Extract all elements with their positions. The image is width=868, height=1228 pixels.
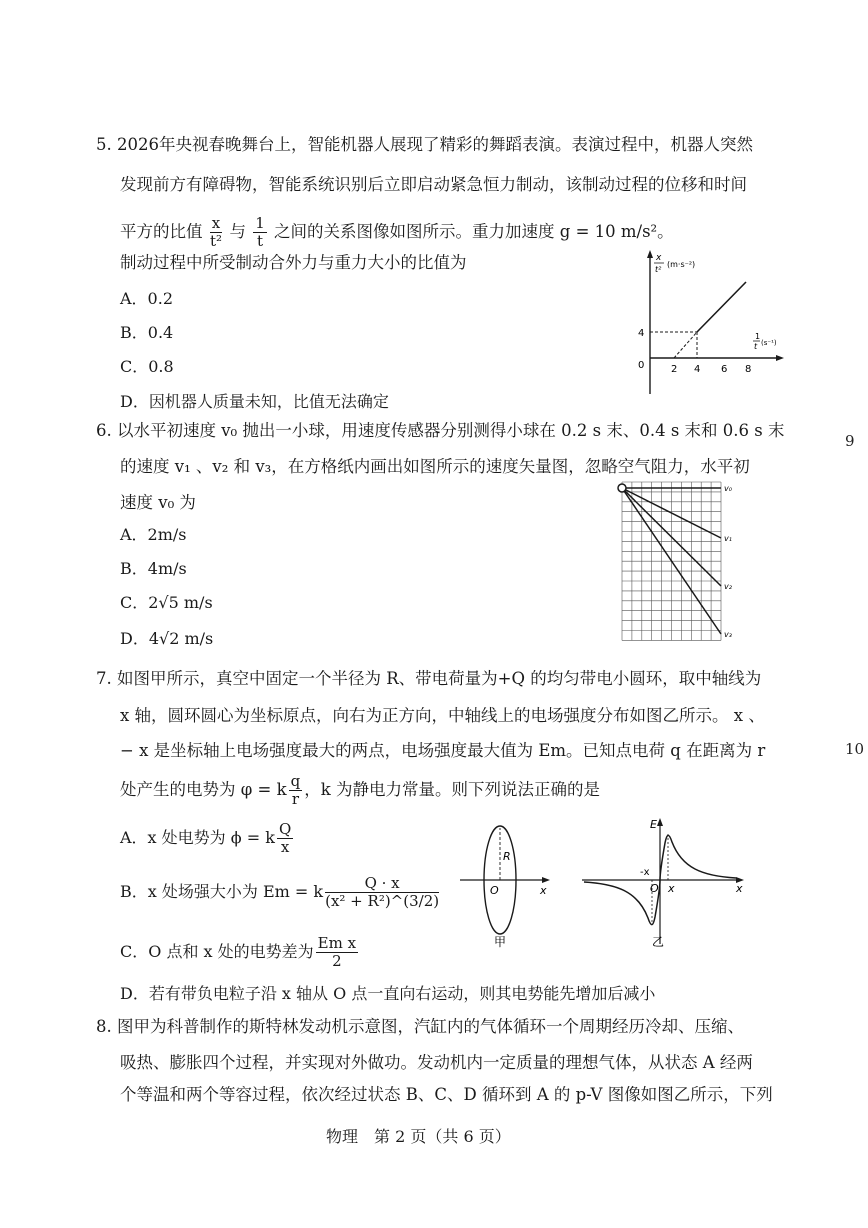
q7-option-b: B．x 处场强大小为 Em = k $\frac{Q \cdot x}{\text{(x² + R²)\textasciicircum{}(3/2)}}$ (120, 874, 440, 910)
q5-line-3: 平方的比值 $\frac{x}{\text{t²}}$ 与 $\frac{1}{t}$ 之间的关系图像如图所示。重力加速度 g = 10 m/s²。 (120, 214, 674, 250)
edge-mark-9: 9 (845, 432, 855, 450)
q7-graph-axis-label-x: x (736, 882, 743, 895)
q7-option-b-fraction: $\frac{Q \cdot x}{\text{(x² + R²)\textasciicircum{}(3/2)}}$ (325, 874, 440, 910)
q7-ring-caption: 甲 (494, 935, 507, 949)
q5-graph-xlabel-unit: (s⁻¹) (761, 339, 777, 347)
q7-graph-label-x: x (668, 882, 675, 895)
q6-label-v2: v₂ (724, 582, 732, 591)
q7-graph-label-negx: -x (640, 867, 650, 878)
q5-option-b: B．0.4 (120, 323, 174, 342)
q8-line-3: 个等温和两个等容过程，依次经过状态 B、C、D 循环到 A 的 p-V 图像如图乙所示，下列 (120, 1085, 773, 1104)
q7-ring-label-x: x (540, 884, 547, 897)
edge-mark-10: 10 (845, 740, 865, 758)
q7-line-2: x 轴，圆环圆心为坐标原点，向右为正方向，中轴线上的电场强度分布如图乙所示。 x 、 (120, 706, 765, 725)
q5-graph-y-arrow (647, 250, 653, 258)
q5-graph-dashed-extrapolation (674, 332, 697, 358)
q5-graph-ylabel-den: t² (655, 265, 662, 274)
q6-option-b: B．4m/s (120, 559, 187, 578)
q5-graph-origin: 0 (638, 360, 645, 371)
q7-graph-label-E: E (650, 818, 657, 831)
q5-line-2: 发现前方有障碍物，智能系统识别后立即启动紧急恒力制动，该制动过程的位移和时间 (120, 175, 747, 194)
q7-option-a: A．x 处电势为 ϕ = k $\frac{Q}{x}$ (120, 820, 292, 856)
q7-ring-label-O: O (490, 884, 499, 897)
q7-option-d: D．若有带负电粒子沿 x 轴从 O 点一直向右运动，则其电势能先增加后减小 (120, 984, 656, 1003)
q6-velocity-grid (610, 478, 740, 648)
q5-option-d: D．因机器人质量未知，比值无法确定 (120, 392, 389, 411)
q5-graph (628, 246, 788, 396)
q7-option-c: C．O 点和 x 处的电势差为 $\frac{\text{Em x}}{2}$ (120, 934, 357, 970)
q5-graph-ytick-4: 4 (638, 328, 645, 339)
q8-line-2: 吸热、膨胀四个过程，并实现对外做功。发动机内一定质量的理想气体，从状态 A 经两 (120, 1053, 753, 1072)
q7-line-3: − x 是坐标轴上电场强度最大的两点，电场强度最大值为 Em。已知点电荷 q 在距离为 r (120, 741, 766, 760)
q6-line-1: 6. 以水平初速度 v₀ 抛出一小球，用速度传感器分别测得小球在 0.2 s 末、0.4 s 末和 0.6 s 末 (96, 421, 785, 440)
q5-line-1: 5. 2026年央视春晚舞台上，智能机器人展现了精彩的舞蹈表演。表演过程中，机器人突然 (96, 135, 753, 154)
q6-option-d: D．4√2 m/s (120, 629, 214, 648)
q6-line-2: 的速度 v₁ 、v₂ 和 v₃，在方格纸内画出如图所示的速度矢量图，忽略空气阻力，水平初 (120, 457, 750, 476)
page-footer: 物理 第 2 页（共 6 页） (326, 1127, 511, 1146)
q7-graph-label-O: O (650, 882, 659, 895)
q7-option-c-fraction: $\frac{\text{Em x}}{2}$ (317, 934, 357, 970)
q5-graph-xtick-4: 4 (694, 364, 701, 375)
q6-ball (618, 484, 626, 492)
q5-option-a: A．0.2 (120, 289, 174, 308)
q5-graph-xtick-6: 6 (721, 364, 728, 375)
q7-ring-label-R: R (503, 850, 511, 863)
q7-figure-ring (458, 820, 558, 950)
q5-graph-xtick-2: 2 (671, 364, 678, 375)
q7-option-a-fraction: $\frac{Q}{x}$ (278, 820, 292, 856)
q6-line-3: 速度 v₀ 为 (120, 493, 196, 512)
q8-line-1: 8. 图甲为科普制作的斯特林发动机示意图，汽缸内的气体循环一个周期经历冷却、压缩、 (96, 1017, 744, 1036)
q5-option-c: C．0.8 (120, 357, 174, 376)
q6-label-v3: v₃ (724, 630, 732, 639)
q6-label-v0: v₀ (724, 484, 732, 493)
q6-option-a: A．2m/s (120, 525, 187, 544)
q5-graph-xlabel-den: t (754, 342, 758, 351)
q5-graph-xlabel-num: 1 (755, 332, 761, 341)
q7-line-1: 7. 如图甲所示，真空中固定一个半径为 R、带电荷量为+Q 的均匀带电小圆环，取中轴线为 (96, 669, 762, 688)
q6-option-c: C．2√5 m/s (120, 593, 213, 612)
q5-fraction-x-over-t2: $\frac{x}{\text{t²}}$ (209, 214, 222, 250)
q5-graph-ylabel-num: x (656, 253, 662, 263)
q6-label-v1: v₁ (724, 534, 732, 543)
q7-line-4: 处产生的电势为 φ = k $\frac{q}{r}$ ，k 为静电力常量。则下列说法正确的是 (120, 772, 600, 808)
q5-graph-line (697, 282, 746, 332)
q5-fraction-1-over-t: $\frac{1}{t}$ (255, 214, 265, 250)
q7-fraction-q-over-r: $\frac{q}{r}$ (290, 772, 301, 808)
q5-line-4: 制动过程中所受制动合外力与重力大小的比值为 (120, 253, 467, 272)
q5-graph-ylabel-unit: (m·s⁻²) (667, 260, 696, 269)
q7-figure-field-graph (578, 812, 750, 952)
q5-graph-x-arrow (776, 355, 784, 361)
q5-graph-xtick-8: 8 (745, 364, 752, 375)
q7-graph-caption: 乙 (652, 935, 665, 949)
